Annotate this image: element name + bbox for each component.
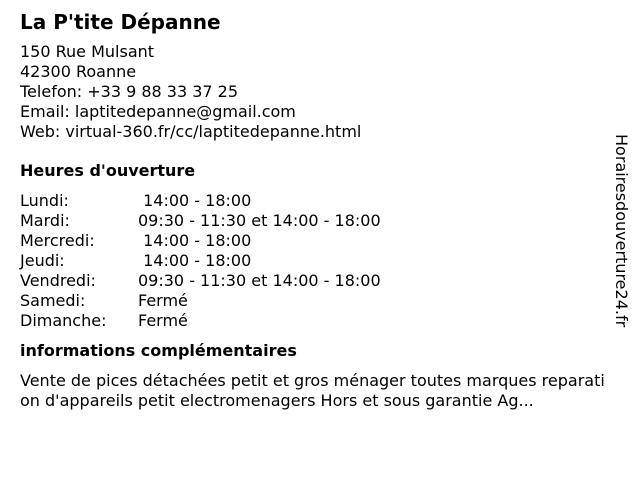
hours-row-monday — [20, 191, 610, 211]
hours-row-saturday — [20, 291, 610, 311]
time-value: 14:00 - 18:00 — [138, 191, 252, 210]
time-value: Fermé — [138, 311, 188, 330]
day-label: Vendredi: — [20, 271, 96, 290]
website-link[interactable]: Web: virtual-360.fr/cc/laptitedepanne.html — [20, 122, 362, 141]
time-value: 09:30 - 11:30 et 14:00 - 18:00 — [138, 271, 381, 290]
hours-row-wednesday — [20, 231, 610, 251]
day-label: Mercredi: — [20, 231, 95, 250]
day-label: Lundi: — [20, 191, 69, 210]
hours-heading: Heures d'ouverture — [20, 161, 196, 180]
business-name: La P'tite Dépanne — [20, 10, 221, 34]
time-value: Fermé — [138, 291, 188, 310]
hours-row-thursday — [20, 251, 610, 271]
info-heading: informations complémentaires — [20, 341, 297, 360]
day-label: Jeudi: — [20, 251, 65, 270]
hours-table — [20, 191, 610, 331]
city-address: 42300 Roanne — [20, 62, 137, 81]
day-label: Mardi: — [20, 211, 70, 230]
info-description: Vente de pices détachées petit et gros ménager toutes marques reparation d'appareils petit electromenagers Hors et sous garantie Ag... — [20, 371, 605, 410]
time-value: 14:00 - 18:00 — [138, 251, 252, 270]
street-address: 150 Rue Mulsant — [20, 42, 155, 61]
phone-number[interactable]: Telefon: +33 9 88 33 37 25 — [20, 82, 239, 101]
site-watermark: Horairesdouverture24.fr — [612, 134, 631, 328]
email-address[interactable]: Email: laptitedepanne@gmail.com — [20, 102, 296, 121]
day-label: Dimanche: — [20, 311, 107, 330]
hours-row-sunday — [20, 311, 610, 331]
time-value: 09:30 - 11:30 et 14:00 - 18:00 — [138, 211, 381, 230]
day-label: Samedi: — [20, 291, 86, 310]
hours-row-tuesday — [20, 211, 610, 231]
time-value: 14:00 - 18:00 — [138, 231, 252, 250]
business-card — [20, 10, 610, 411]
hours-row-friday — [20, 271, 610, 291]
